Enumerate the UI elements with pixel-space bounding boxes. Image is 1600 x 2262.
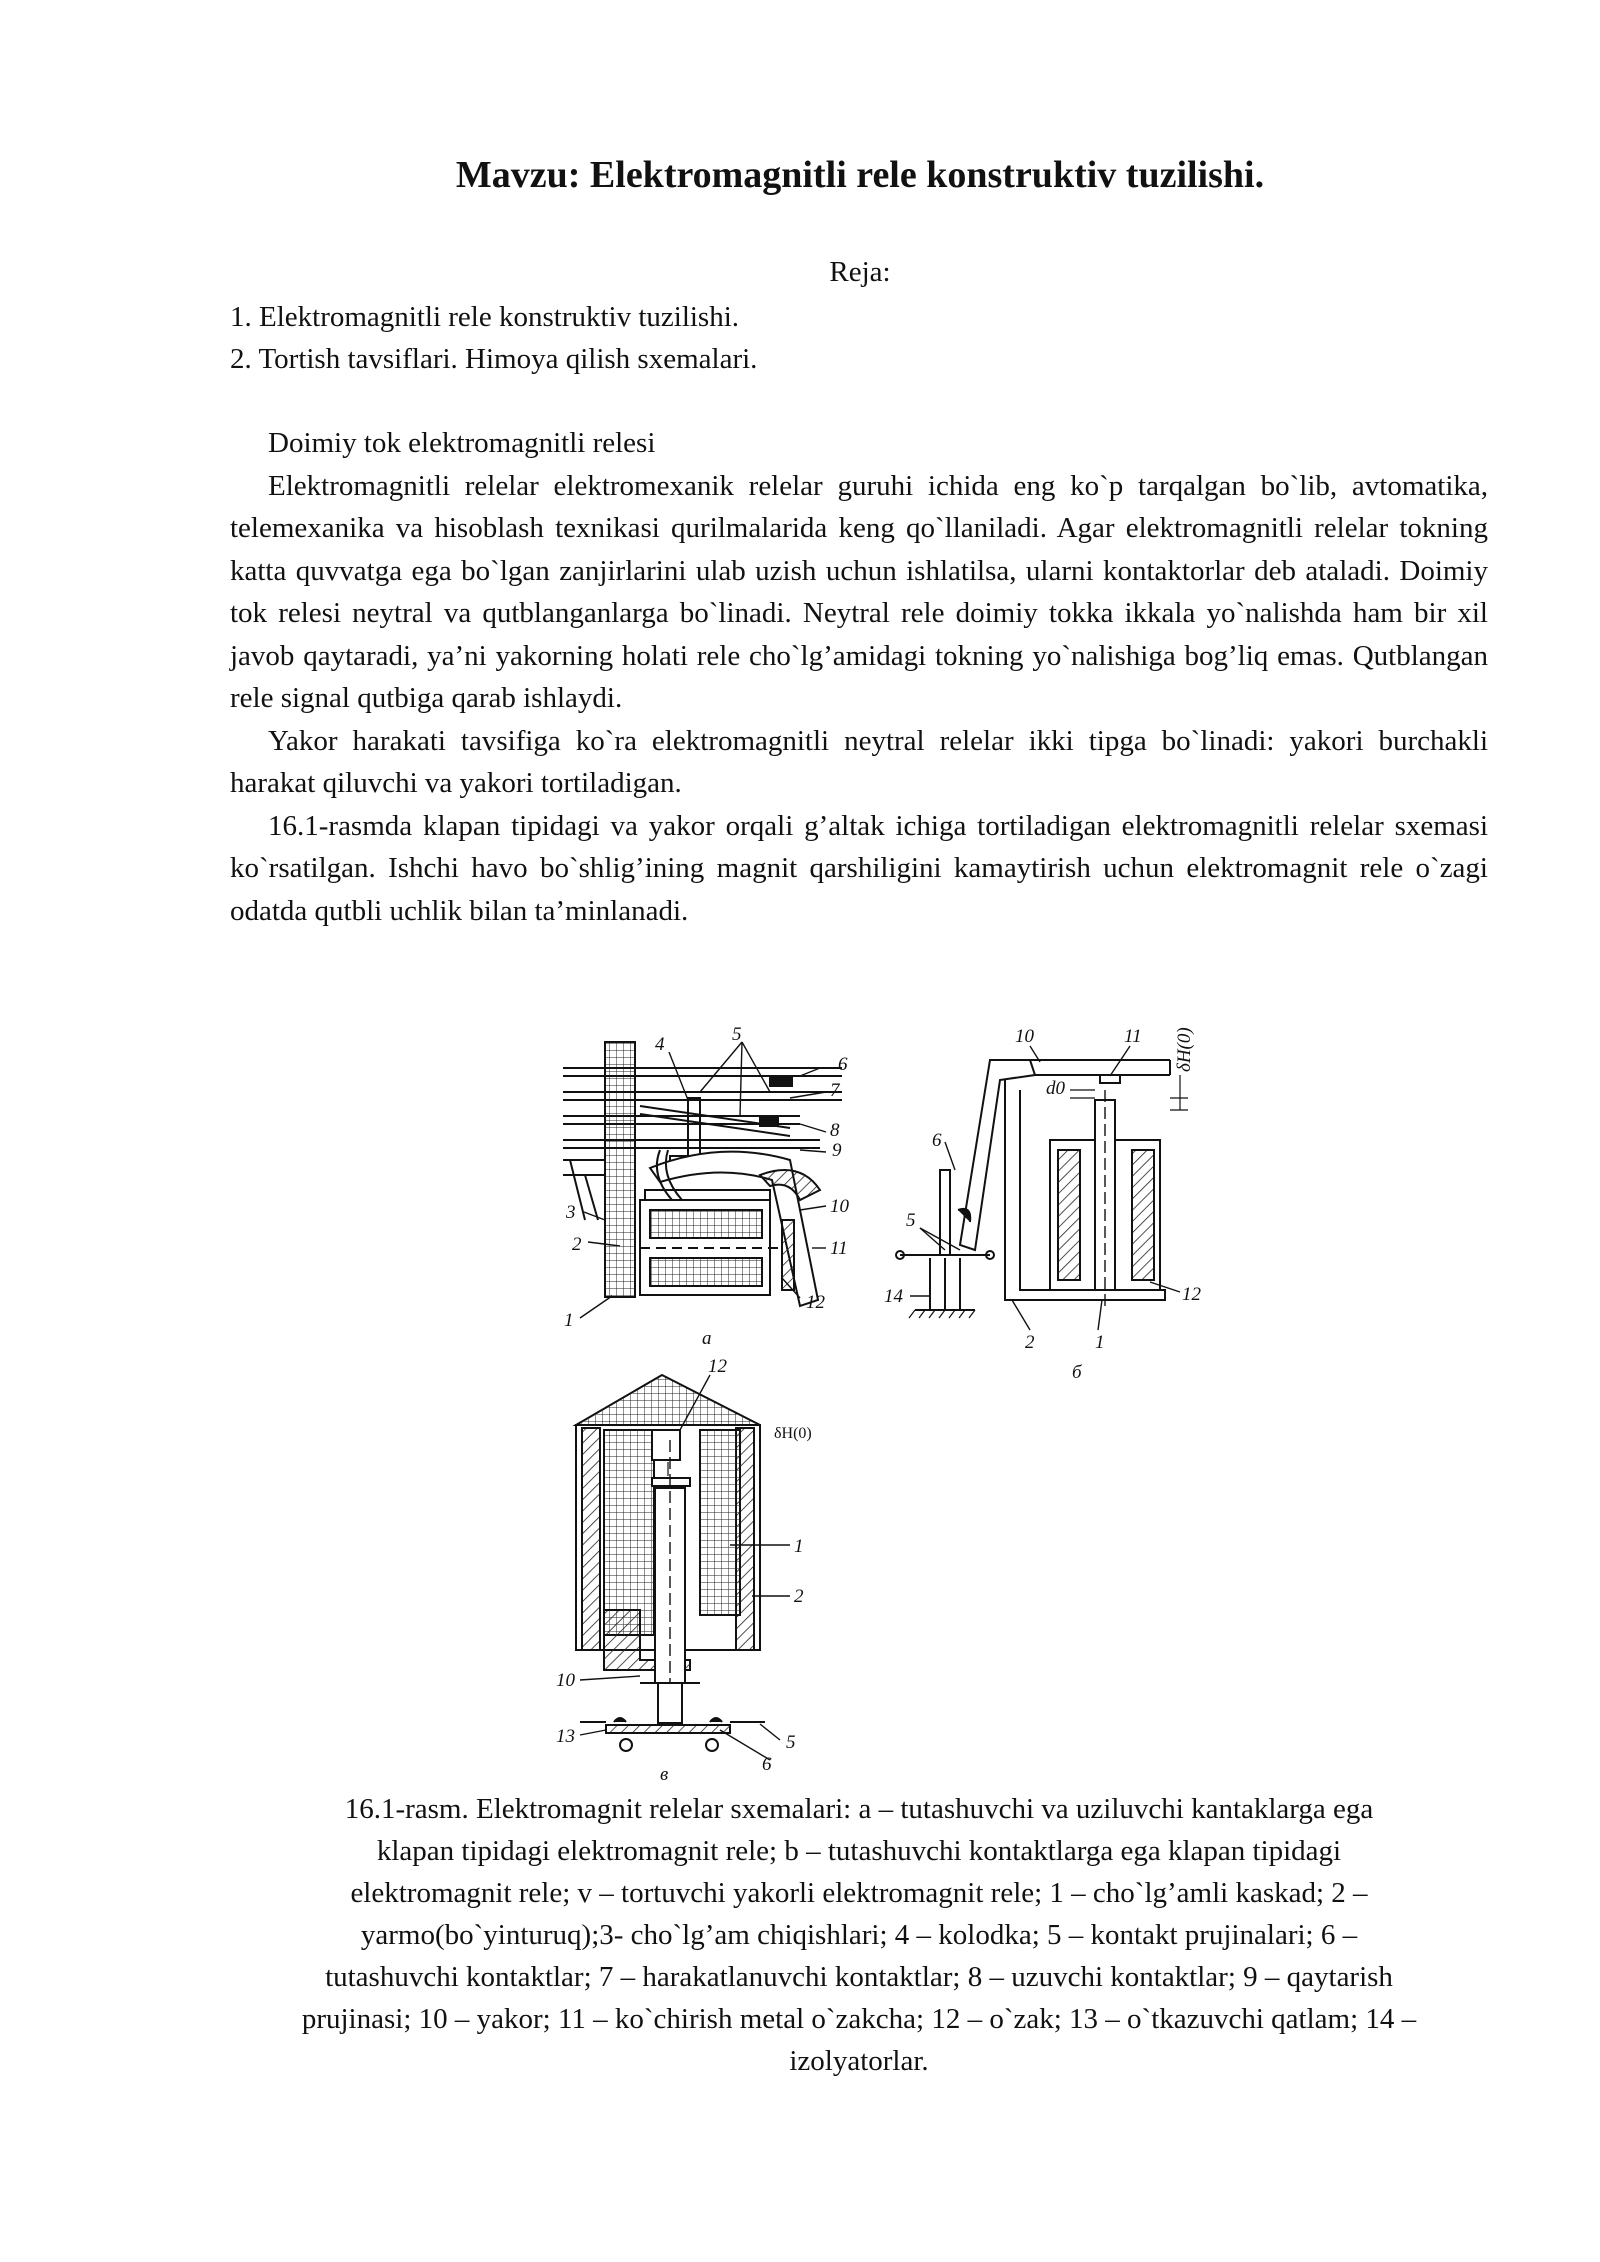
paragraph: 16.1-rasmda klapan tipidagi va yakor orqali g’altak ichiga tortiladigan elektromagnitli relelar sxemasi ko`rsatilgan. Ishchi havo bo`shlig’ining magnit qarshiligini kamaytirish uchun elektromagnit rele o`zagi odatda qutbli uchlik bilan ta’minlanadi. — [230, 809, 1488, 927]
caption-line: 16.1-rasm. Elektromagnit relelar sxemalari: a – tutashuvchi va uziluvchi kantaklarga ega — [344, 1793, 1374, 1825]
label-b-11: 11 — [1124, 1026, 1142, 1047]
label-v-caption: в — [660, 1764, 669, 1785]
paragraph: Elektromagnitli relelar elektromexanik relelar guruhi ichida eng ko`p tarqalgan bo`lib, avtomatika, telemexanika va hisoblash texnikasi qurilmalarida keng qo`llaniladi. Agar elektromagnitli relelar tokning katta quvvatga ega bo`lgan zanjirlarini ulab uzish uchun ishlatilsa, ularni kontaktorlar deb ataladi. Doimiy tok relesi neytral va qutblanganlarga bo`linadi. Neytral rele doimiy tokka ikkala yo`nalishda ham bir xil javob qaytaradi, ya’ni yakorning holati rele cho`lg’amidagi tokning yo`nalishiga bog’liq emas. Qutblangan rele signal qutbiga qarab ishlaydi. — [230, 469, 1488, 714]
caption-line: tutashuvchi kontaktlar; 7 – harakatlanuvchi kontaktlar; 8 – uzuvchi kontaktlar; 9 – qaytarish — [325, 1961, 1393, 1993]
label-a-7: 7 — [830, 1080, 840, 1101]
label-v-10: 10 — [556, 1670, 575, 1691]
label-b-2: 2 — [1025, 1332, 1035, 1353]
plan-item: 2. Tortish tavsiflari. Himoya qilish sxemalari. — [230, 343, 758, 375]
label-v-2: 2 — [794, 1586, 804, 1607]
label-a-9: 9 — [832, 1140, 842, 1161]
label-a-10: 10 — [830, 1196, 849, 1217]
label-a-6: 6 — [838, 1054, 848, 1075]
caption-line: yarmo(bo`yinturuq);3- cho`lg’am chiqishlari; 4 – kolodka; 5 – kontakt prujinalari; 6 – — [360, 1919, 1358, 1951]
paragraph: Yakor harakati tavsifiga ko`ra elektromagnitli neytral relelar ikki tipga bo`linadi: yakori burchakli harakat qiluvchi va yakori tortiladigan. — [230, 724, 1488, 799]
caption-line: izolyatorlar. — [789, 2045, 929, 2077]
label-v-gap: δН(0) — [774, 1425, 812, 1442]
label-a-3: 3 — [566, 1202, 576, 1223]
label-v-13: 13 — [556, 1726, 575, 1747]
diagram-a — [563, 1042, 842, 1318]
label-a-12: 12 — [806, 1292, 825, 1313]
label-v-6: 6 — [762, 1754, 772, 1775]
diagram-v — [576, 1375, 790, 1760]
label-v-12: 12 — [708, 1356, 727, 1377]
label-a-11: 11 — [830, 1238, 848, 1259]
label-b-d0: d0 — [1046, 1078, 1065, 1099]
label-b-12: 12 — [1182, 1284, 1201, 1305]
section-heading: Doimiy tok elektromagnitli relesi — [268, 427, 656, 459]
label-v-5: 5 — [786, 1732, 796, 1753]
label-a-5: 5 — [732, 1024, 742, 1045]
caption-line: klapan tipidagi elektromagnit rele; b – tutashuvchi kontaktlarga ega klapan tipidagi — [376, 1835, 1342, 1867]
caption-line: prujinasi; 10 – yakor; 11 – ko`chirish metal o`zakcha; 12 – o`zak; 13 – o`tkazuvchi qatlam; 14 – — [301, 2003, 1417, 2035]
figure-caption — [230, 1788, 1488, 2082]
label-a-2: 2 — [572, 1234, 582, 1255]
label-b-1: 1 — [1095, 1332, 1105, 1353]
label-b-caption: б — [1072, 1362, 1082, 1383]
label-a-1: 1 — [564, 1310, 574, 1331]
label-b-6: 6 — [932, 1130, 942, 1151]
label-a-4: 4 — [655, 1034, 665, 1055]
label-a-caption: a — [702, 1328, 712, 1349]
label-b-14: 14 — [884, 1286, 903, 1307]
plan-heading: Reja: — [829, 256, 891, 288]
label-a-8: 8 — [830, 1120, 840, 1141]
label-v-1: 1 — [794, 1536, 804, 1557]
label-b-gap: δН(0) — [1174, 1027, 1195, 1072]
diagram-b — [896, 1046, 1188, 1330]
plan-item: 1. Elektromagnitli rele konstruktiv tuzilishi. — [230, 301, 740, 333]
page-title: Mavzu: Elektromagnitli rele konstruktiv tuzilishi. — [455, 154, 1265, 196]
label-b-10: 10 — [1015, 1026, 1034, 1047]
label-b-5: 5 — [906, 1210, 916, 1231]
caption-line: elektromagnit rele; v – tortuvchi yakorli elektromagnit rele; 1 – cho`lg’amli kaskad; 2 – — [350, 1877, 1368, 1909]
